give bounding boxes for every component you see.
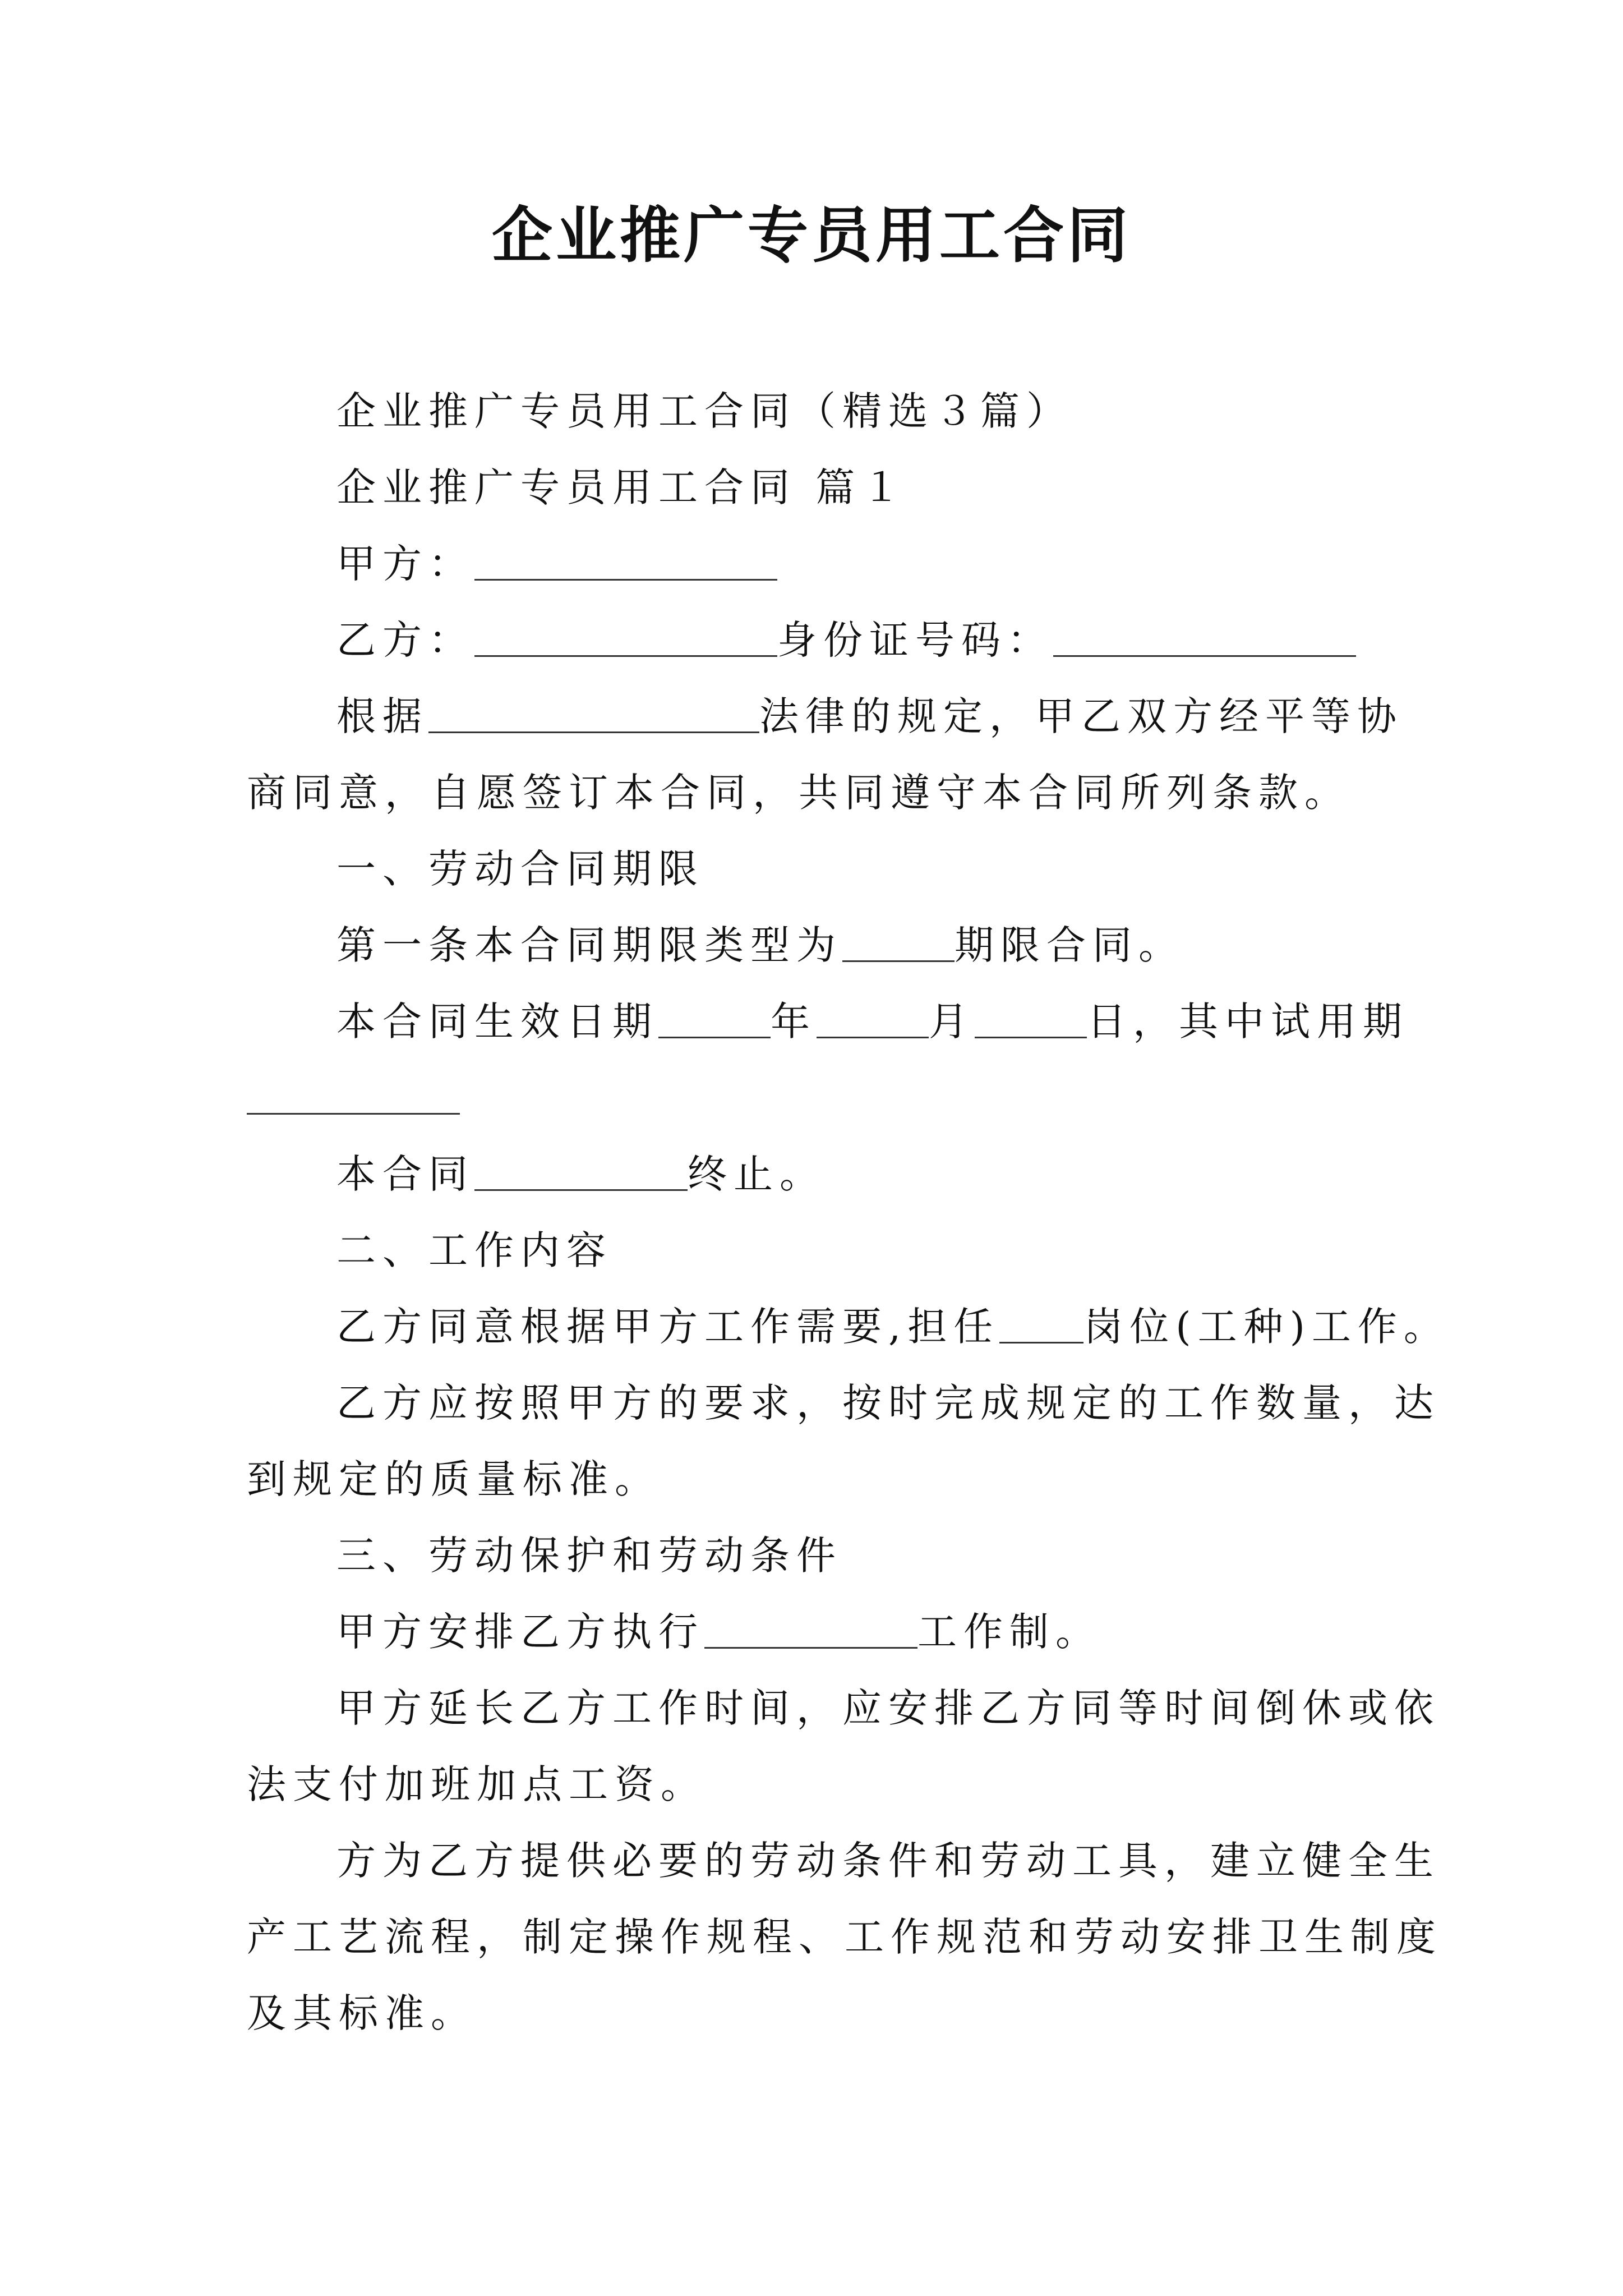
article-heading-text: 一、劳动合同期限: [336, 846, 704, 892]
paragraph-text: 年: [771, 999, 817, 1045]
article-heading-line: [247, 1212, 1385, 1289]
paragraph-text: 法律的规定，甲乙双方经平等协: [759, 693, 1403, 739]
party-b-line: [247, 602, 1385, 678]
paragraph-text: 月: [929, 999, 975, 1045]
paragraph-text: 根据: [336, 693, 428, 739]
paragraph-line: [247, 1594, 1385, 1670]
party-a-line: [247, 526, 1385, 602]
article-heading-text: 三、劳动保护和劳动条件: [336, 1533, 842, 1579]
paragraph-text: 终止。: [688, 1151, 826, 1197]
paragraph-text: 甲方安排乙方执行: [336, 1609, 704, 1655]
month-blank[interactable]: [817, 997, 929, 1038]
probation-blank-line: [247, 1060, 1385, 1136]
day-blank[interactable]: [975, 997, 1087, 1038]
paragraph-line: [247, 1365, 1440, 1441]
paragraph-text: 工作制。: [917, 1609, 1101, 1655]
paragraph-text: 日，其中试用期: [1087, 999, 1409, 1045]
article-heading-line: [247, 1517, 1385, 1594]
paragraph-text: 乙方同意根据甲方工作需要,担任: [336, 1304, 1000, 1350]
section-heading-line: [247, 449, 1385, 526]
id-number-label: 身份证号码：: [777, 617, 1053, 663]
party-a-label: 甲方：: [336, 541, 474, 587]
id-number-blank[interactable]: [1053, 616, 1356, 657]
paragraph-text: 产工艺流程，制定操作规程、工作规范和劳动安排卫生制度: [247, 1914, 1442, 1960]
paragraph-line: [247, 1975, 1385, 2051]
paragraph-line: [247, 1136, 1385, 1212]
paragraph-line: [247, 1441, 1385, 1517]
position-blank[interactable]: [999, 1303, 1083, 1343]
article-heading-line: [247, 831, 1385, 907]
paragraph-text: 商同意，自愿签订本合同，共同遵守本合同所列条款。: [247, 770, 1350, 816]
paragraph-line: [247, 754, 1385, 831]
end-date-blank[interactable]: [474, 1150, 688, 1191]
document-title: 企业推广专员用工合同: [491, 200, 1131, 271]
paragraph-text: 岗位(工种)工作。: [1083, 1304, 1450, 1350]
paragraph-text: 方为乙方提供必要的劳动条件和劳动工具，建立健全生: [336, 1838, 1440, 1884]
paragraph-line: [247, 678, 1403, 754]
paragraph-text: 乙方应按照甲方的要求，按时完成规定的工作数量，达: [336, 1380, 1440, 1426]
document-body: [247, 373, 1450, 2051]
party-b-label: 乙方：: [336, 617, 474, 663]
section-heading-text: 企业推广专员用工合同 篇１: [336, 464, 908, 510]
paragraph-text: 到规定的质量标准。: [247, 1456, 661, 1502]
paragraph-line: [247, 1899, 1442, 1975]
law-blank[interactable]: [428, 692, 759, 733]
paragraph-text: 本合同: [336, 1151, 474, 1197]
term-type-blank[interactable]: [842, 921, 955, 962]
paragraph-line: [247, 1823, 1440, 1899]
party-b-blank[interactable]: [474, 616, 777, 657]
paragraph-text: 本合同生效日期: [336, 999, 658, 1045]
article-heading-text: 二、工作内容: [336, 1227, 612, 1273]
party-a-blank[interactable]: [474, 540, 777, 581]
paragraph-line: [247, 1670, 1440, 1746]
year-blank[interactable]: [658, 997, 771, 1038]
paragraph-line: [247, 907, 1385, 983]
paragraph-text: 法支付加班加点工资。: [247, 1761, 707, 1807]
paragraph-line: [247, 983, 1409, 1060]
paragraph-line: [247, 1289, 1450, 1365]
paragraph-text: 及其标准。: [247, 1990, 477, 2036]
work-system-blank[interactable]: [704, 1608, 917, 1649]
probation-blank[interactable]: [247, 1074, 460, 1115]
paragraph-text: 期限合同。: [955, 922, 1184, 968]
subtitle-text: 企业推广专员用工合同（精选３篇）: [336, 388, 1072, 434]
subtitle-line: [247, 373, 1385, 449]
paragraph-text: 第一条本合同期限类型为: [336, 922, 842, 968]
paragraph-text: 甲方延长乙方工作时间，应安排乙方同等时间倒休或依: [336, 1685, 1440, 1731]
paragraph-line: [247, 1746, 1385, 1823]
